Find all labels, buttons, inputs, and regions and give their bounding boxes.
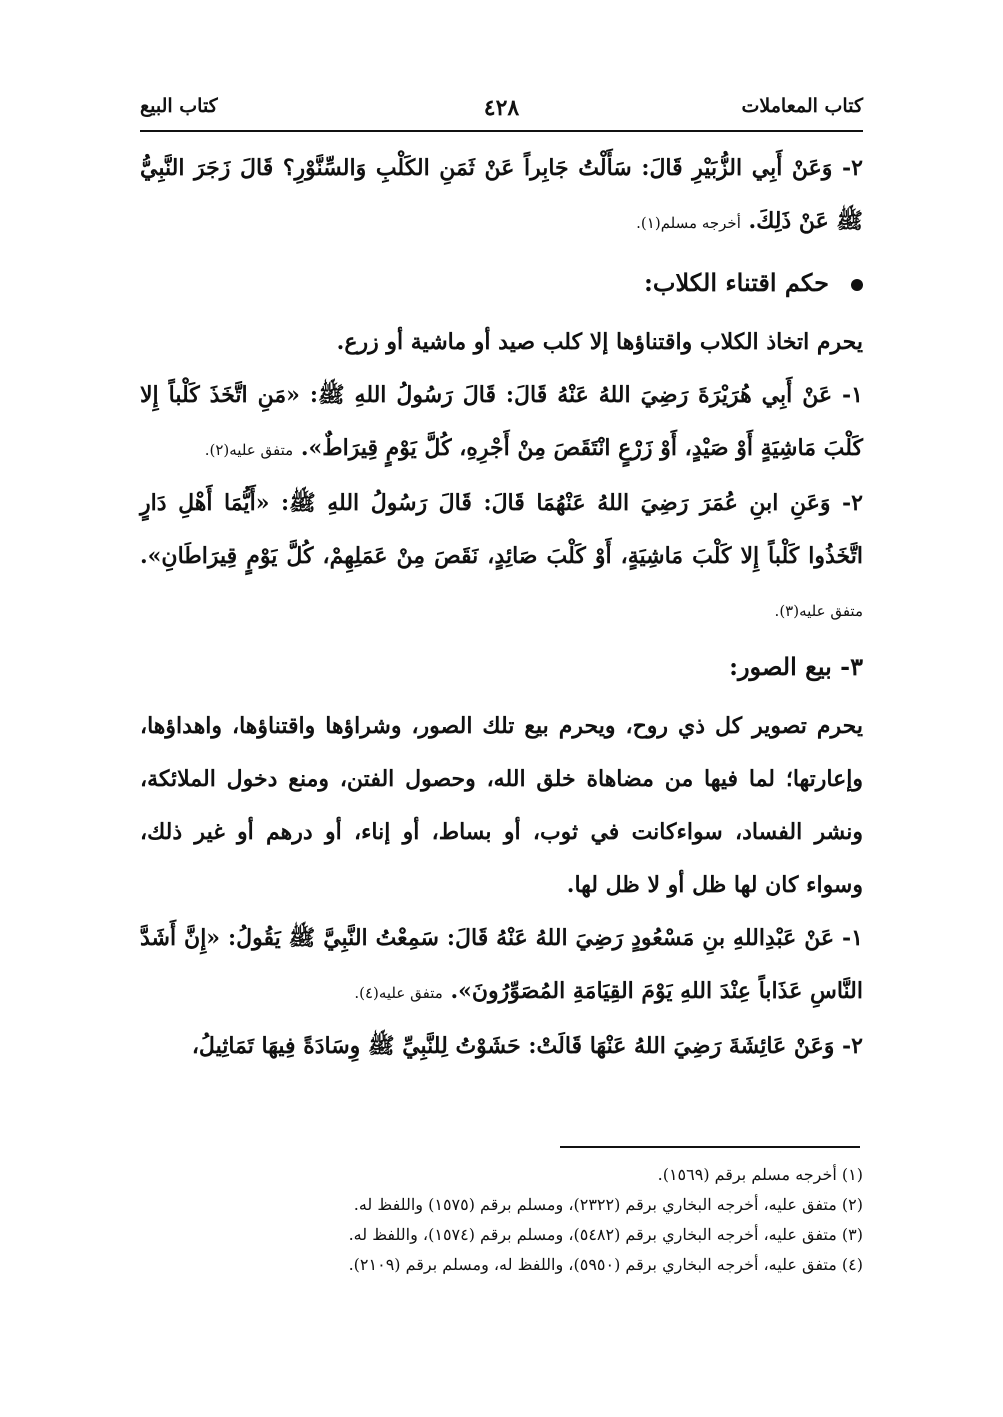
header-book-title: كتاب المعاملات xyxy=(741,95,863,117)
rule-text: يحرم اتخاذ الكلاب واقتناؤها إلا كلب صيد أو ماشية أو زرع. xyxy=(336,329,863,355)
section-heading-text: حكم اقتناء الكلاب: xyxy=(643,268,829,297)
hadith-text: ١- عَنْ عَبْدِاللهِ بنِ مَسْعُودٍ رَضِيَ اللهُ عَنْهُ قَالَ: سَمِعْتُ النَّبِيَّ ﷺ يَقُولُ: «إِنَّ أَشَدَّ النَّاسِ عَذَاباً عِنْدَ اللهِ يَوْمَ القِيَامَةِ المُصَوِّرُونَ». xyxy=(140,925,863,1004)
hadith-text: ٢- وَعَنْ أَبِي الزُّبَيْرِ قَالَ: سَأَلْتُ جَابِراً عَنْ ثَمَنِ الكَلْبِ وَالسِّنَّوْرِ؟ قَالَ زَجَرَ النَّبِيُّ ﷺ عَنْ ذَلِكَ. xyxy=(140,155,863,234)
section-heading xyxy=(140,638,863,696)
footnote: (٢) متفق عليه، أخرجه البخاري برقم (٢٣٢٢)، ومسلم برقم (١٥٧٥) واللفظ له. xyxy=(353,1195,863,1214)
hadith-paragraph xyxy=(140,142,863,250)
hadith-text: ٢- وَعَنْ عَائِشَةَ رَضِيَ اللهُ عَنْهَا قَالَتْ: حَشَوْتُ لِلنَّبِيِّ ﷺ وِسَادَةً فِيهَا تَمَاثِيلُ، xyxy=(191,1033,863,1059)
hadith-paragraph xyxy=(140,477,863,638)
rule-text: يحرم تصوير كل ذي روح، ويحرم بيع تلك الصور، وشراؤها واقتناؤها، واهداؤها، وإعارتها؛ لما فيها من مضاهاة خلق الله، وحصول الفتن، ومنع دخول الملائكة، ونشر الفساد، سواءكانت في ثوب، أو بساط، أو إناء، أو درهم أو غير ذلك، وسواء كان لها ظل أو لا ظل لها. xyxy=(140,713,863,898)
footnotes xyxy=(140,1160,863,1280)
hadith-reference: متفق عليه(٢). xyxy=(204,441,294,459)
hadith-reference: متفق عليه(٣). xyxy=(774,602,863,620)
section-heading xyxy=(140,254,863,312)
rule-paragraph xyxy=(140,700,863,912)
hadith-reference: أخرجه مسلم(١). xyxy=(636,214,741,232)
hadith-text: ١- عَنْ أَبِي هُرَيْرَةَ رَضِيَ اللهُ عَنْهُ قَالَ: قَالَ رَسُولُ اللهِ ﷺ: «مَنِ اتَّخَذَ كَلْباً إِلا كَلْبَ مَاشِيَةٍ أَوْ صَيْدٍ، أَوْ زَرْعٍ انْتَقَصَ مِنْ أَجْرِهِ، كُلَّ يَوْمٍ قِيرَاطٌ». xyxy=(140,382,863,461)
running-header xyxy=(140,95,863,131)
header-chapter-title: كتاب البيع xyxy=(140,95,218,117)
section-heading-text: ٣- بيع الصور: xyxy=(729,652,863,681)
footnote: (٤) متفق عليه، أخرجه البخاري برقم (٥٩٥٠)، واللفظ له، ومسلم برقم (٢١٠٩). xyxy=(348,1255,863,1274)
hadith-paragraph xyxy=(140,912,863,1020)
page-number: ٤٢٨ xyxy=(483,95,520,121)
hadith-paragraph xyxy=(140,369,863,477)
hadith-reference: متفق عليه(٤). xyxy=(354,984,443,1002)
footnote: (١) أخرجه مسلم برقم (١٥٦٩). xyxy=(657,1165,863,1184)
rule-paragraph xyxy=(140,316,863,369)
bullet-icon xyxy=(851,279,863,291)
hadith-text: ٢- وَعَنِ ابنِ عُمَرَ رَضِيَ اللهُ عَنْهُمَا قَالَ: قَالَ رَسُولُ اللهِ ﷺ: «أَيُّمَا أَهْلِ دَارٍ اتَّخَذُوا كَلْباً إِلا كَلْبَ مَاشِيَةٍ، أَوْ كَلْبَ صَائِدٍ، نَقَصَ مِنْ عَمَلِهِمْ، كُلَّ يَوْمٍ قِيرَاطَانِ». xyxy=(140,490,863,569)
footnote: (٣) متفق عليه، أخرجه البخاري برقم (٥٤٨٢)، ومسلم برقم (١٥٧٤)، واللفظ له. xyxy=(348,1225,863,1244)
main-text xyxy=(140,142,863,1073)
footnote-rule xyxy=(560,1146,860,1148)
header-rule xyxy=(140,130,863,132)
hadith-paragraph xyxy=(140,1020,863,1073)
